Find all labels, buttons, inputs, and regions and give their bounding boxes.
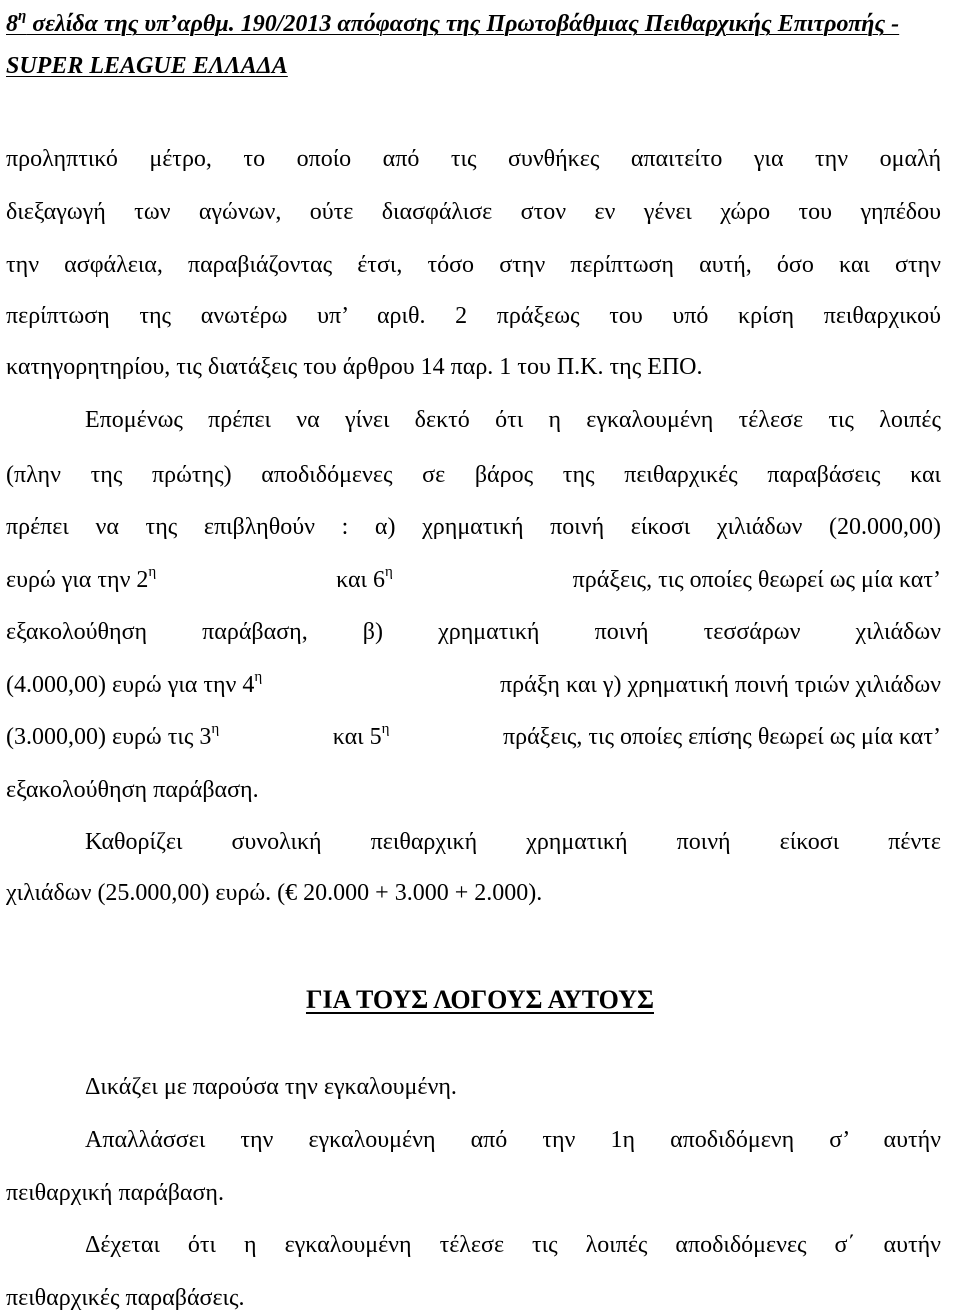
paragraph-line bbox=[6, 670, 941, 700]
paragraph-line-last: χιλιάδων (25.000,00) ευρώ. (€ 20.000 + 3.000 + 2.000). bbox=[6, 880, 543, 906]
paragraph-line bbox=[6, 722, 941, 752]
ordinal-suffix: η bbox=[211, 721, 220, 737]
ordinal-suffix: η bbox=[381, 721, 390, 737]
paragraph-line: εξακολούθηση παράβαση, β) χρηματική ποινή τεσσάρων χιλιάδων bbox=[6, 619, 941, 645]
paragraph-line: Επομένως πρέπει να γίνει δεκτό ότι η εγκαλουμένη τέλεσε τις λοιπές bbox=[85, 407, 941, 433]
paragraph-line: την ασφάλεια, παραβιάζοντας έτσι, τόσο στην περίπτωση αυτή, όσο και στην bbox=[6, 252, 941, 278]
ruling-2-line-1: Απαλλάσσει την εγκαλουμένη από την 1η αποδιδόμενη σ’ αυτήν bbox=[85, 1127, 941, 1153]
header-line-2: SUPER LEAGUE ΕΛΛΑΔΑ bbox=[6, 53, 288, 79]
ruling-3-line-1: Δέχεται ότι η εγκαλουμένη τέλεσε τις λοιπές αποδιδόμενες σ΄ αυτήν bbox=[85, 1232, 941, 1258]
header-line-1 bbox=[6, 0, 956, 48]
text-segment: και 5 bbox=[332, 724, 382, 750]
paragraph-line: Καθορίζει συνολική πειθαρχική χρηματική ποινή είκοσι πέντε bbox=[85, 829, 941, 855]
ordinal-suffix: η bbox=[254, 669, 263, 685]
page-number: 8 bbox=[6, 11, 18, 37]
paragraph-line-last: εξακολούθηση παράβαση. bbox=[6, 777, 259, 803]
text-segment: (4.000,00) ευρώ για την 4 bbox=[6, 672, 255, 698]
paragraph-line: προληπτικό μέτρο, το οποίο από τις συνθήκες απαιτείτο για την ομαλή bbox=[6, 146, 941, 172]
text-segment: πράξεις, τις οποίες θεωρεί ως μία κατ’ bbox=[572, 567, 941, 593]
paragraph-line: διεξαγωγή των αγώνων, ούτε διασφάλισε στον εν γένει χώρο του γηπέδου bbox=[6, 199, 941, 225]
ruling-1: Δικάζει με παρούσα την εγκαλουμένη. bbox=[85, 1074, 457, 1100]
paragraph-line-last: κατηγορητηρίου, τις διατάξεις του άρθρου 14 παρ. 1 του Π.Κ. της ΕΠΟ. bbox=[6, 354, 703, 380]
text-segment: πράξη και γ) χρηματική ποινή τριών χιλιάδων bbox=[500, 672, 941, 698]
text-segment: και 6 bbox=[336, 567, 385, 593]
text-segment: πράξεις, τις οποίες επίσης θεωρεί ως μία κατ’ bbox=[503, 724, 941, 750]
ordinal-suffix: η bbox=[148, 564, 157, 580]
ruling-2-line-2: πειθαρχική παράβαση. bbox=[6, 1180, 224, 1206]
text-segment: (3.000,00) ευρώ τις 3 bbox=[6, 724, 212, 750]
ruling-3-line-2: πειθαρχικές παραβάσεις. bbox=[6, 1285, 245, 1311]
page-number-suffix: η bbox=[18, 8, 27, 24]
paragraph-line: περίπτωση της ανωτέρω υπ’ αριθ. 2 πράξεως του υπό κρίση πειθαρχικού bbox=[6, 303, 941, 329]
section-title: ΓΙΑ ΤΟΥΣ ΛΟΓΟΥΣ ΑΥΤΟΥΣ bbox=[305, 985, 654, 1014]
paragraph-line bbox=[6, 565, 941, 595]
page-header bbox=[6, 0, 956, 90]
paragraph-line: πρέπει να της επιβληθούν : α) χρηματική ποινή είκοσι χιλιάδων (20.000,00) bbox=[6, 514, 941, 540]
header-text-1: σελίδα της υπ’αρθμ. 190/2013 απόφασης της Πρωτοβάθμιας Πειθαρχικής Επιτροπής - bbox=[26, 11, 900, 37]
text-segment: ευρώ για την 2 bbox=[6, 567, 149, 593]
paragraph-line: (πλην της πρώτης) αποδιδόμενες σε βάρος της πειθαρχικές παραβάσεις και bbox=[6, 462, 941, 488]
ordinal-suffix: η bbox=[385, 564, 393, 580]
